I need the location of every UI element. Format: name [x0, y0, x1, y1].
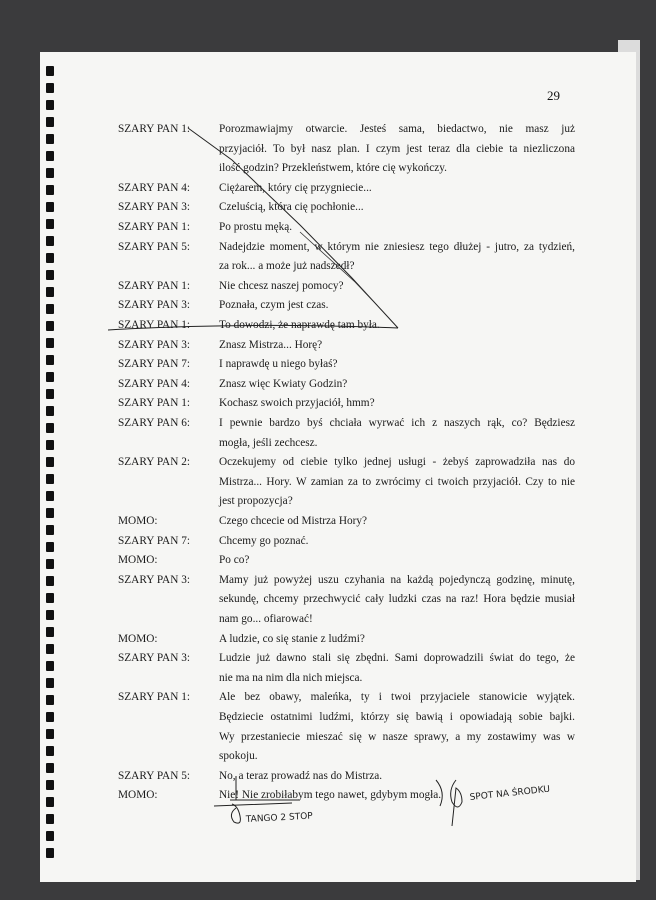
binding-ring [46, 797, 54, 807]
speaker-name: MOMO: [118, 632, 158, 645]
speech-text [219, 571, 575, 630]
speaker-name: SZARY PAN 5: [118, 240, 190, 253]
speech-line: Będziecie ostatnimi ludźmi, którzy się bawią i opowiadają sobie bajki. [219, 710, 575, 723]
speaker-name: SZARY PAN 4: [118, 181, 190, 194]
binding-ring [46, 542, 54, 552]
speech-line: jest propozycja? [219, 495, 293, 508]
binding-ring [46, 610, 54, 620]
speech-line: Mamy już powyżej uszu czyhania na każdą pojedynczą godzinę, minutę, [219, 573, 575, 586]
speaker-name: SZARY PAN 1: [118, 279, 190, 292]
speaker-name: MOMO: [118, 789, 158, 802]
speaker-name: SZARY PAN 7: [118, 358, 190, 371]
speech-line: Kochasz swoich przyjaciół, hmm? [219, 397, 375, 410]
speech-line: spokoju. [219, 750, 258, 763]
speech-line: Nie! Nie zrobiłabym tego nawet, gdybym mogła. [219, 789, 442, 802]
speaker-name: MOMO: [118, 515, 158, 527]
speech-line: sekundę, chcemy przechwycić cały ludzki czas na raz! Hora będzie musiał [219, 593, 575, 606]
speech-line: Znasz Mistrza... Horę? [219, 338, 323, 351]
speech-line: nie ma na nim dla nich miejsca. [219, 671, 363, 684]
speech-text [219, 532, 575, 552]
speech-line: Ciężarem, który cię przygniecie... [219, 181, 372, 194]
speech-line: Nie chcesz naszej pomocy? [219, 279, 344, 292]
speech-line: Po co? [219, 554, 250, 567]
binding-ring [46, 185, 54, 195]
page-number: 29 [547, 88, 560, 103]
binding-ring [46, 780, 54, 790]
speech-text [219, 453, 575, 512]
spiral-binding [40, 58, 66, 878]
speaker-name: SZARY PAN 3: [118, 652, 190, 665]
speech-line: Po prostu męką. [219, 221, 293, 233]
binding-ring [46, 253, 54, 263]
binding-ring [46, 406, 54, 416]
speech-line: Mistrza... Hory. W zamian za to zwrócimy ci twoich przyjaciół. Czy to nie [219, 475, 575, 488]
speech-text [219, 649, 575, 688]
speech-line: za rok... a może już nadszedł? [219, 260, 355, 273]
binding-ring [46, 168, 54, 178]
speech-text [219, 786, 575, 806]
binding-ring [46, 729, 54, 739]
binding-ring [46, 661, 54, 671]
speaker-name: SZARY PAN 1: [118, 691, 190, 704]
speaker-name: SZARY PAN 1: [118, 397, 190, 410]
speech-line: Ale bez obawy, maleńka, ty i twoi przyjaciele stanowicie wyjątek. [219, 691, 575, 704]
speech-line: Porozmawiajmy otwarcie. Jesteś sama, biedactwo, nie masz już [219, 123, 575, 135]
binding-ring [46, 151, 54, 161]
binding-ring [46, 355, 54, 365]
speech-line: Chcemy go poznać. [219, 534, 309, 547]
binding-ring [46, 814, 54, 824]
speech-text [219, 238, 575, 277]
binding-ring [46, 440, 54, 450]
speech-line: Poznała, czym jest czas. [219, 299, 329, 312]
binding-ring [46, 576, 54, 586]
speech-text [219, 630, 575, 650]
binding-ring [46, 304, 54, 314]
handwritten-left-note: TANGO 2 STOP [245, 811, 313, 825]
binding-ring [46, 695, 54, 705]
binding-ring [46, 593, 54, 603]
speaker-name: SZARY PAN 3: [118, 338, 190, 351]
speech-line: Ludzie już dawno stali się zbędni. Sami doprowadzili świat do tego, że [219, 652, 575, 665]
speech-text [219, 277, 575, 297]
binding-ring [46, 100, 54, 110]
speech-text [219, 179, 575, 199]
binding-ring [46, 457, 54, 467]
binding-ring [46, 134, 54, 144]
binding-ring [46, 644, 54, 654]
binding-ring [46, 423, 54, 433]
speaker-name: SZARY PAN 3: [118, 299, 190, 312]
speech-text [219, 767, 575, 787]
speech-line: I pewnie bardzo byś chciała wyrwać ich z naszych rąk, co? Będziesz [219, 417, 575, 429]
speech-line: To dowodzi, że naprawdę tam była. [219, 319, 380, 331]
speech-line: A ludzie, co się stanie z ludźmi? [219, 632, 365, 645]
speech-text [219, 355, 575, 375]
speaker-name: SZARY PAN 3: [118, 573, 190, 586]
speech-line: ilość godzin? Przekleństwem, które cię wykończy. [219, 162, 447, 175]
binding-ring [46, 66, 54, 76]
speaker-name: SZARY PAN 1: [118, 123, 190, 135]
speech-text [219, 336, 575, 356]
speech-line: przyjaciół. To był nasz plan. I czym jest teraz dla ciebie ta niezliczona [219, 142, 575, 155]
speech-text [219, 198, 575, 218]
speech-text [219, 120, 575, 179]
speaker-name: SZARY PAN 1: [118, 221, 190, 233]
speech-line: No, a teraz prowadź nas do Mistrza. [219, 769, 383, 782]
speaker-name: MOMO: [118, 554, 158, 567]
binding-ring [46, 678, 54, 688]
binding-ring [46, 202, 54, 212]
binding-ring [46, 559, 54, 569]
binding-ring [46, 525, 54, 535]
speech-line: Nadejdzie moment, w którym nie zniesiesz tego dłużej - jutro, za tydzień, [219, 240, 575, 253]
binding-ring [46, 219, 54, 229]
binding-ring [46, 508, 54, 518]
speech-text [219, 512, 575, 532]
speaker-name: SZARY PAN 6: [118, 417, 190, 429]
speech-line: I naprawdę u niego byłaś? [219, 358, 338, 371]
speaker-name: SZARY PAN 1: [118, 319, 190, 331]
speech-line: mogła, jeśli zechcesz. [219, 436, 318, 449]
speech-text [219, 218, 575, 238]
speaker-name: SZARY PAN 4: [118, 377, 190, 390]
binding-ring [46, 491, 54, 501]
binding-ring [46, 831, 54, 841]
speech-line: nam go... ofiarować! [219, 612, 313, 625]
speech-line: Czeluścią, która cię pochłonie... [219, 201, 364, 214]
speech-text [219, 375, 575, 395]
binding-ring [46, 236, 54, 246]
speech-text [219, 394, 575, 414]
binding-ring [46, 372, 54, 382]
speech-line: Czego chcecie od Mistrza Hory? [219, 515, 368, 527]
binding-ring [46, 746, 54, 756]
binding-ring [46, 338, 54, 348]
speech-text [219, 551, 575, 571]
speaker-name: SZARY PAN 7: [118, 534, 190, 547]
speech-text [219, 414, 575, 453]
binding-ring [46, 848, 54, 858]
binding-ring [46, 474, 54, 484]
binding-ring [46, 712, 54, 722]
speech-text [219, 316, 575, 336]
binding-ring [46, 117, 54, 127]
binding-ring [46, 287, 54, 297]
binding-ring [46, 83, 54, 93]
speaker-name: SZARY PAN 3: [118, 201, 190, 214]
speaker-name: SZARY PAN 5: [118, 769, 190, 782]
handwritten-right-note: SPOT NA ŚRODKU [469, 784, 551, 803]
speech-text [219, 688, 575, 766]
binding-ring [46, 627, 54, 637]
binding-ring [46, 321, 54, 331]
speech-line: Znasz więc Kwiaty Godzin? [219, 377, 348, 390]
speaker-name: SZARY PAN 2: [118, 456, 190, 469]
speech-line: Wy przestaniecie mieszać się w nasze sprawy, a my zostawimy was w [219, 730, 575, 743]
binding-ring [46, 763, 54, 773]
speech-line: Oczekujemy od ciebie tylko jednej usługi - żebyś zaprowadziła nas do [219, 456, 575, 469]
binding-ring [46, 270, 54, 280]
speech-text [219, 296, 575, 316]
binding-ring [46, 389, 54, 399]
